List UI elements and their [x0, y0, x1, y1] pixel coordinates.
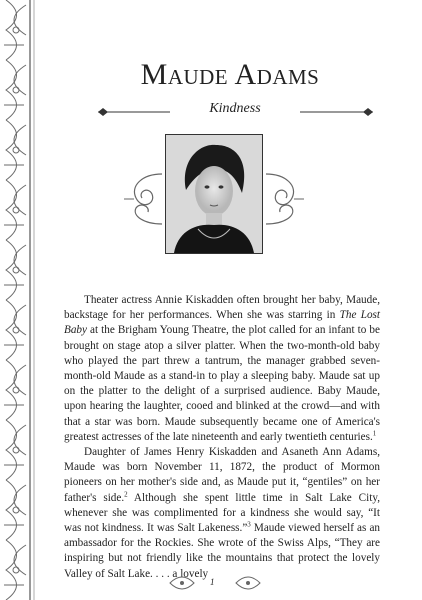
footnote-ref: 3 — [247, 520, 251, 529]
article-body — [64, 293, 380, 582]
play-title: The Lost Baby — [64, 309, 380, 337]
page-subtitle: Kindness — [170, 101, 300, 117]
text-run: Maude viewed herself as an ambassador for the Rockies. She wrote of the Swiss Alps, “They are inspiring but not friendly like the mountains that protect the lovely Valley of Salt Lake. . . . a lovely — [64, 522, 380, 580]
paragraph — [64, 445, 380, 582]
text-run: Theater actress Annie Kiskadden often brought her baby, Maude, backstage for her performances. When she was starring in — [64, 294, 380, 322]
footer-ornament — [160, 572, 270, 594]
footnote-ref: 2 — [124, 489, 128, 498]
decorative-border — [0, 0, 42, 600]
page-title: Maude Adams — [140, 58, 320, 91]
footnote-ref: 1 — [372, 429, 377, 438]
text-run: Daughter of James Henry Kiskadden and Asaneth Ann Adams, Maude was born November 11, 1872, the product of Mormon pioneers on her mother's side and, as Maude put it, “gentiles” on her father's side. — [64, 446, 380, 504]
left-flourish — [122, 164, 164, 234]
page-footer — [160, 572, 270, 594]
page-number: 1 — [210, 577, 215, 587]
paragraph — [64, 293, 380, 445]
text-run: at the Brigham Young Theatre, the plot called for an infant to be brought on stage atop a silver platter. When the two-month-old baby who played the part threw a tantrum, the manager grabbed seven-month-old Maude as a stand-in to play a sleeping baby. Maude sat up on the platter to the delight of a surprised audience. Baby Maude, upon hearing the laughter, cooed and blinked at the crowd—and with that a star was born. Maude subsequently became one of America's greatest actresses of the late nineteenth and early twentieth centuries. — [64, 324, 380, 443]
right-flourish — [264, 164, 306, 234]
portrait-section — [122, 134, 352, 262]
portrait-photo — [165, 134, 263, 254]
text-run: Although she spent little time in Salt Lake City, whenever she was complimented for a kindness she would say, “It was not kindness. It was Salt Lakeness.” — [64, 491, 380, 535]
